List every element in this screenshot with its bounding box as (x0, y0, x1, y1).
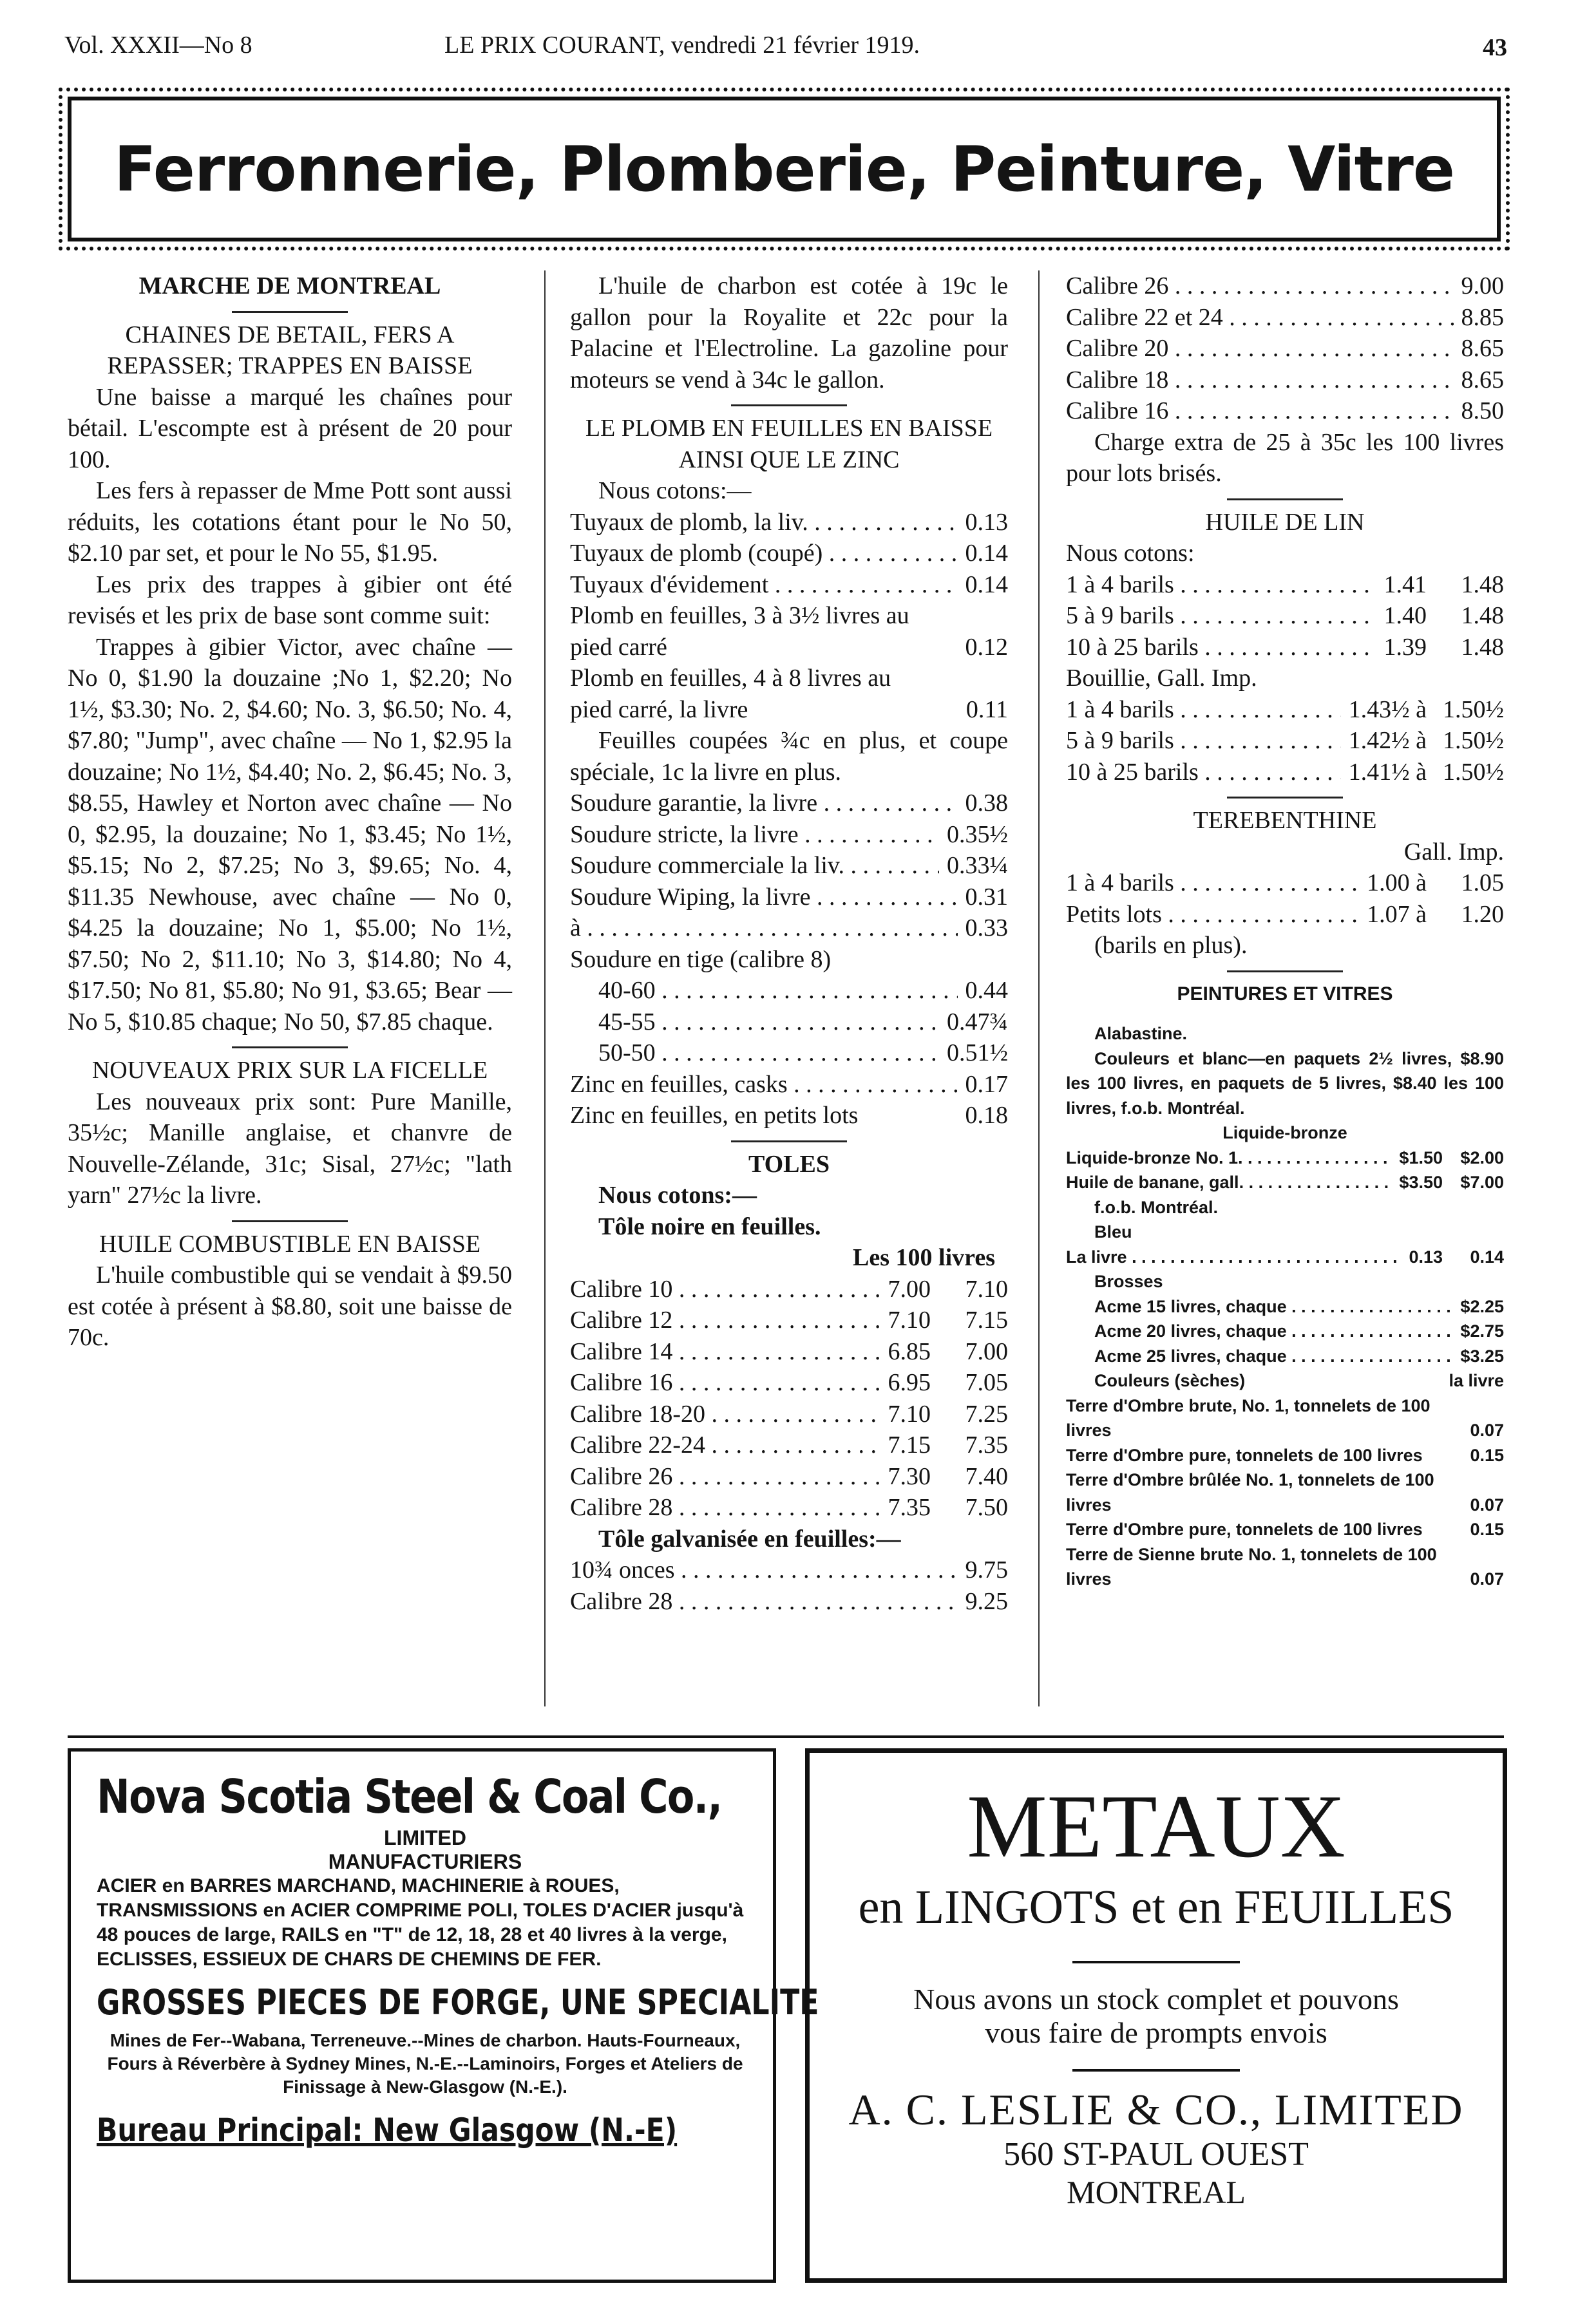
ad-lingots-subtitle: en LINGOTS et en FEUILLES (858, 1881, 1454, 1934)
column-divider (544, 270, 546, 1706)
article-title: HUILE COMBUSTIBLE EN BAISSE (99, 1230, 481, 1258)
price-list-bouillie (1066, 694, 1504, 788)
column-2 (570, 270, 1008, 1617)
ad-manufacturiers: MANUFACTURIERS (328, 1850, 522, 1873)
price-row: Soudure garantie, la livre . . . 0.38 (570, 788, 1008, 819)
price-row: Calibre 22-24 . . . 7.15 7.35 (570, 1430, 1008, 1461)
ad-company-name: Nova Scotia Steel & Coal Co., (97, 1770, 722, 1824)
price-subhead: Tôle noire en feuilles. (598, 1213, 821, 1240)
price-row: 5 à 9 barils . . . 1.42½ à 1.50½ (1066, 725, 1504, 757)
ad-specialite: GROSSES PIECES DE FORGE, UNE SPECIALITE (97, 1982, 819, 2023)
page-number: 43 (1483, 34, 1507, 61)
divider (232, 311, 348, 313)
price-row-wrap: Terre d'Ombre pure, tonnelets de 100 livres 0.15 (1066, 1520, 1504, 1539)
price-row: Acme 15 livres, chaque . . . $2.25 (1094, 1294, 1504, 1319)
price-row: Calibre 18-20 . . . 7.10 7.25 (570, 1399, 1008, 1430)
price-row-wrap: Plomb en feuilles, 4 à 8 livres au pied carré, la livre 0.11 (570, 665, 1008, 723)
section-title: Ferronnerie, Plomberie, Peinture, Vitre (114, 133, 1454, 205)
price-row-wrap: Terre d'Ombre pure, tonnelets de 100 livres 0.15 (1066, 1445, 1504, 1465)
price-row: Liquide-bronze No. 1. . . . $1.50 $2.00 (1066, 1146, 1504, 1171)
ad-stock-text: Nous avons un stock complet et pouvons vous faire de prompts envois (913, 1983, 1399, 2049)
ad-divider (1072, 1961, 1240, 1963)
ad-address: 560 ST-PAUL OUEST (1003, 2136, 1309, 2173)
footer-divider (68, 1735, 1504, 1738)
price-row: Calibre 12 . . . 7.10 7.15 (570, 1305, 1008, 1336)
price-row: Calibre 28 . . . 9.25 (570, 1586, 1008, 1618)
price-row: 10 à 25 barils . . . 1.41½ à 1.50½ (1066, 757, 1504, 788)
price-list-soudure (570, 788, 1008, 944)
article-title: HUILE DE LIN (1205, 508, 1365, 536)
divider (731, 404, 847, 406)
divider (1227, 797, 1343, 798)
price-intro: Nous cotons:— (598, 1182, 757, 1209)
divider (232, 1046, 348, 1048)
column-3 (1066, 270, 1504, 1592)
price-note: (barils en plus). (1094, 932, 1248, 959)
price-row: Calibre 22 et 24 . . . 8.85 (1066, 302, 1504, 334)
price-row: 1 à 4 barils . . . 1.41 1.48 (1066, 569, 1504, 601)
ad-city: MONTREAL (1067, 2174, 1246, 2210)
article-paragraph: Les prix des trappes à gibier ont été revisés et les prix de base sont comme suit: (68, 571, 512, 629)
price-row: Calibre 26 . . . 9.00 (1066, 270, 1504, 302)
price-row: 1 à 4 barils . . . 1.43½ à 1.50½ (1066, 694, 1504, 726)
article-paragraph: Charge extra de 25 à 35c les 100 livres pour lots brisés. (1066, 428, 1504, 487)
price-row: 45-55 . . . 0.47¾ (598, 1006, 1008, 1038)
section-title-box (68, 97, 1501, 241)
column-divider (1038, 270, 1040, 1706)
price-subhead: Brosses (1094, 1272, 1163, 1291)
article-paragraph: Les nouveaux prix sont: Pure Manille, 35½c; Manille anglaise, et chanvre de Nouvelle-Zélande, 31c; Sisal, 27½c; "lath yarn" 27½c la livre. (68, 1088, 512, 1209)
price-list-terre (1066, 1393, 1504, 1592)
price-list-lin (1066, 569, 1504, 663)
price-intro: Nous cotons: (1066, 540, 1195, 567)
article-title: CHAINES DE BETAIL, FERS A REPASSER; TRAPPES EN BAISSE (107, 321, 473, 379)
article-paragraph: L'huile combustible qui se vendait à $9.50 est cotée à présent à $8.80, soit une baisse de 70c. (68, 1261, 512, 1351)
price-paragraph: Couleurs et blanc—en paquets 2½ livres, $8.90 les 100 livres, en paquets de 5 livres, $8.40 les 100 livres, f.o.b. Montréal. (1066, 1048, 1504, 1118)
price-list-zinc (570, 1069, 1008, 1131)
price-row: Calibre 18 . . . 8.65 (1066, 364, 1504, 396)
article-paragraph: Une baisse a marqué les chaînes pour bétail. L'escompte est à présent de 20 pour 100. (68, 383, 512, 473)
price-row: Calibre 28 . . . 7.35 7.50 (570, 1492, 1008, 1524)
price-row: Huile de banane, gall. . . . $3.50 $7.00 (1066, 1170, 1504, 1195)
article-paragraph: Trappes à gibier Victor, avec chaîne — No 0, $1.90 la douzaine ;No 1, $2.20; No 1½, $3.30; No. 2, $4.60; No. 3, $6.50; No. 4, $7.80; "Jump", avec chaîne — No 1, $2.95 la douzaine; No 1½, $4.40; No. 2, $6.45; No. 3, $8.55, Hawley et Norton avec chaîne — No 0, $2.95, la douzaine; No 1, $3.45; No 1½, $5.15; No 2, $7.25; No 3, $9.65; No. 4, $11.35 Newhouse, avec chaîne — No 0, $4.25 la douzaine; No 1, $5.00; No 1½, $7.50; No 2, $11.10; No 3, $14.80; No 4, $17.50; No 81, $5.80; No 91, $3.65; Bear — No 5, $10.85 chaque; No 50, $7.85 chaque. (68, 633, 512, 1035)
price-row: Soudure Wiping, la livre . . . 0.31 (570, 882, 1008, 913)
article-paragraph: Feuilles coupées ¾c en plus, et coupe spéciale, 1c la livre en plus. (570, 727, 1008, 786)
paint-price-list (1066, 1021, 1504, 1592)
price-row: Calibre 16 . . . 8.50 (1066, 395, 1504, 427)
price-unit: Gall. Imp. (1403, 838, 1504, 865)
ad-divider (1072, 2069, 1240, 2072)
price-row: La livre . . . 0.13 0.14 (1066, 1245, 1504, 1270)
price-row: Calibre 14 . . . 6.85 7.00 (570, 1336, 1008, 1368)
price-row: Petits lots . . . 1.07 à 1.20 (1066, 899, 1504, 931)
ad-company-name: A. C. LESLIE & CO., LIMITED (848, 2085, 1464, 2134)
price-row: 50-50 . . . 0.51½ (598, 1037, 1008, 1069)
divider (1227, 970, 1343, 972)
market-heading: MARCHE DE MONTREAL (138, 272, 441, 299)
price-row: Tuyaux d'évidement . . . 0.14 (570, 569, 1008, 601)
volume-number: Vol. XXXII—No 8 (64, 32, 252, 59)
price-subhead: Soudure en tige (calibre 8) (570, 945, 832, 973)
price-row: 10¾ onces . . . 9.75 (570, 1554, 1008, 1586)
ad-products-text: ACIER en BARRES MARCHAND, MACHINERIE à ROUES, TRANSMISSIONS en ACIER COMPRIME POLI, TOLES D'ACIER jusqu'à 48 pouces de large, RAILS en "T" de 12, 18, 28 et 40 livres à la verge, ECLISSES, ESSIEUX DE CHARS DE CHEMINS DE FER. (97, 1875, 744, 1970)
price-subhead-row: Couleurs (sèches) la livre (1094, 1371, 1504, 1390)
article-title: TOLES (748, 1150, 830, 1178)
advertisement-leslie (805, 1748, 1507, 2283)
price-list-brosses (1066, 1294, 1504, 1369)
price-row: Acme 25 livres, chaque . . . $3.25 (1094, 1344, 1504, 1369)
price-note: f.o.b. Montréal. (1094, 1197, 1218, 1217)
price-row: Tuyaux de plomb (coupé) . . . 0.14 (570, 538, 1008, 569)
price-unit: Les 100 livres (853, 1244, 995, 1271)
ad-head-office: Bureau Principal: New Glasgow (N.-E) (97, 2111, 678, 2149)
price-row: Soudure stricte, la livre . . . 0.35½ (570, 819, 1008, 851)
price-list-tige (570, 975, 1008, 1069)
price-subhead: Tôle galvanisée en feuilles:— (598, 1525, 901, 1553)
price-list-plomb (570, 507, 1008, 726)
page-header (64, 31, 1507, 70)
advertisement-nova-scotia-steel (68, 1748, 819, 2283)
price-list-tereb (1066, 867, 1504, 930)
price-row: Calibre 26 . . . 7.30 7.40 (570, 1461, 1008, 1493)
ad-metaux-title: METAUX (967, 1777, 1345, 1876)
price-row: Acme 20 livres, chaque . . . $2.75 (1094, 1319, 1504, 1344)
price-subhead: Bleu (1094, 1222, 1132, 1242)
divider (232, 1220, 348, 1222)
price-subhead: Bouillie, Gall. Imp. (1066, 665, 1257, 692)
article-title: TEREBENTHINE (1193, 807, 1377, 834)
price-intro: Nous cotons:— (598, 477, 752, 504)
price-row: 40-60 . . . 0.44 (598, 975, 1008, 1006)
price-list-galva (1066, 270, 1504, 427)
price-subhead: Alabastine. (1094, 1024, 1188, 1043)
ad-limited: LIMITED (384, 1826, 466, 1849)
price-row: 1 à 4 barils . . . 1.00 à 1.05 (1066, 867, 1504, 899)
price-row: Calibre 20 . . . 8.65 (1066, 333, 1504, 364)
article-paragraph: L'huile de charbon est cotée à 19c le gallon pour la Royalite et 22c pour la Palacine et l'Electroline. La gazoline pour moteurs se vend à 34c le gallon. (570, 272, 1008, 393)
article-title: PEINTURES ET VITRES (1177, 983, 1393, 1005)
price-row: 10 à 25 barils . . . 1.39 1.48 (1066, 632, 1504, 663)
price-subhead: Liquide-bronze (1222, 1123, 1347, 1142)
column-1 (68, 270, 512, 1354)
price-row: 5 à 9 barils . . . 1.40 1.48 (1066, 600, 1504, 632)
article-title: NOUVEAUX PRIX SUR LA FICELLE (91, 1057, 488, 1084)
price-row: à . . . 0.33 (570, 912, 1008, 944)
price-row: Soudure commerciale la liv. . . . 0.33¼ (570, 850, 1008, 882)
price-row: Tuyaux de plomb, la liv. . . . 0.13 (570, 507, 1008, 538)
price-row: Zinc en feuilles, en petits lots 0.18 (570, 1102, 1008, 1129)
price-row-wrap: Terre d'Ombre brute, No. 1, tonnelets de 100 livres 0.07 (1066, 1395, 1504, 1440)
masthead: LE PRIX COURANT, vendredi 21 février 1919. (444, 32, 920, 59)
price-row-wrap: Terre de Sienne brute No. 1, tonnelets de 100 livres 0.07 (1066, 1544, 1504, 1589)
article-paragraph: Les fers à repasser de Mme Pott sont aussi réduits, les cotations étant pour le No 50, $2.10 par set, et pour le No 55, $1.95. (68, 477, 512, 567)
divider (731, 1140, 847, 1142)
price-row-wrap: Plomb en feuilles, 3 à 3½ livres au pied carré 0.12 (570, 602, 1008, 661)
price-row-wrap: Terre d'Ombre brûlée No. 1, tonnelets de 100 livres 0.07 (1066, 1470, 1504, 1515)
ad-mines-text: Mines de Fer--Wabana, Terreneuve.--Mines de charbon. Hauts-Fourneaux, Fours à Réverbère à Sydney Mines, N.-E.--Laminoirs, Forges et Ateliers de Finissage à New-Glasgow (N.-E.). (107, 2030, 743, 2097)
price-row: Zinc en feuilles, casks . . . 0.17 (570, 1069, 1008, 1101)
price-row: Calibre 10 . . . 7.00 7.10 (570, 1274, 1008, 1305)
divider (1227, 498, 1343, 500)
price-list-toles (570, 1274, 1008, 1524)
article-title: LE PLOMB EN FEUILLES EN BAISSE AINSI QUE LE ZINC (585, 415, 993, 473)
price-row: Calibre 16 . . . 6.95 7.05 (570, 1367, 1008, 1399)
